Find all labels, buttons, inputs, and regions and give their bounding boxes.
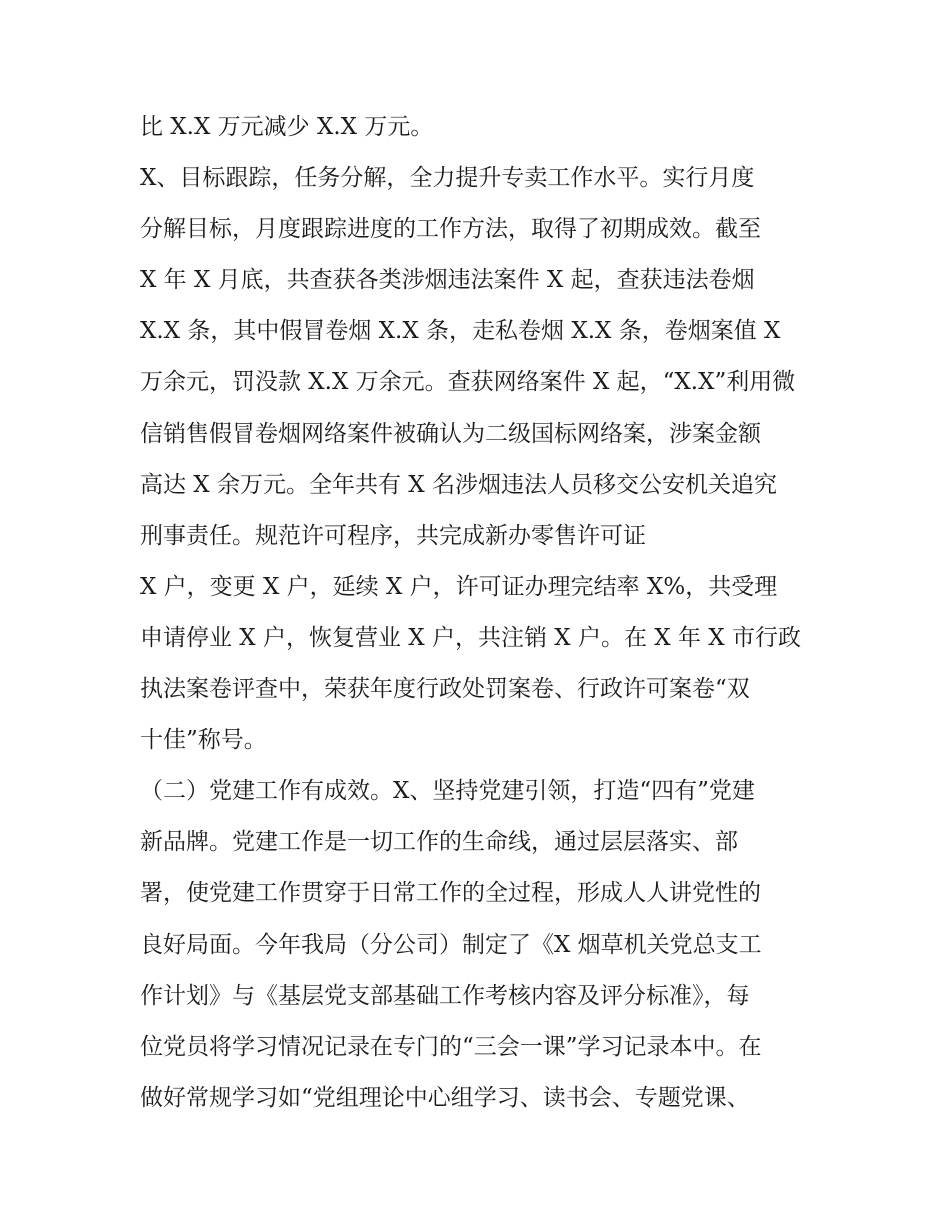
- text-line: 高达 X 余万元。全年共有 X 名涉烟违法人员移交公安机关追究: [140, 471, 777, 498]
- text-line: X 年 X 月底，共查获各类涉烟违法案件 X 起，查获违法卷烟: [140, 267, 755, 294]
- text-line: 万余元，罚没款 X.X 万余元。查获网络案件 X 起，“X.X”利用微: [140, 369, 796, 396]
- text-line: 申请停业 X 户，恢复营业 X 户，共注销 X 户。在 X 年 X 市行政: [140, 624, 801, 651]
- text-line: 执法案卷评查中，荣获年度行政处罚案卷、行政许可案卷“双: [140, 676, 750, 703]
- text-line: 署，使党建工作贯穿于日常工作的全过程，形成人人讲党性的: [140, 880, 761, 907]
- text-line: 作计划》与《基层党支部基础工作考核内容及评分标准》，每: [140, 982, 750, 1009]
- text-line: 做好常规学习如“党组理论中心组学习、读书会、专题党课、: [140, 1084, 750, 1111]
- text-line: 刑事责任。规范许可程序，共完成新办零售许可证: [140, 522, 646, 549]
- text-line: X 户，变更 X 户，延续 X 户，许可证办理完结率 X%，共受理: [140, 573, 778, 600]
- text-line: 分解目标，月度跟踪进度的工作方法，取得了初期成效。截至: [140, 216, 761, 243]
- text-line: 新品牌。党建工作是一切工作的生命线，通过层层落实、部: [140, 829, 738, 856]
- text-line: 位党员将学习情况记录在专门的“三会一课”学习记录本中。在: [140, 1033, 762, 1060]
- text-line: X.X 条，其中假冒卷烟 X.X 条，走私卷烟 X.X 条，卷烟案值 X: [140, 318, 781, 345]
- text-line: 良好局面。今年我局（分公司）制定了《X 烟草机关党总支工: [140, 931, 762, 958]
- text-line: X、目标跟踪，任务分解，全力提升专卖工作水平。实行月度: [140, 165, 755, 192]
- text-line: 十佳”称号。: [140, 727, 267, 754]
- text-line: 信销售假冒卷烟网络案件被确认为二级国标网络案，涉案金额: [140, 420, 761, 447]
- body-text: [140, 102, 830, 1124]
- text-line: 比 X.X 万元减少 X.X 万元。: [140, 114, 434, 140]
- text-line: （二）党建工作有成效。X、坚持党建引领，打造“四有”党建: [140, 778, 755, 805]
